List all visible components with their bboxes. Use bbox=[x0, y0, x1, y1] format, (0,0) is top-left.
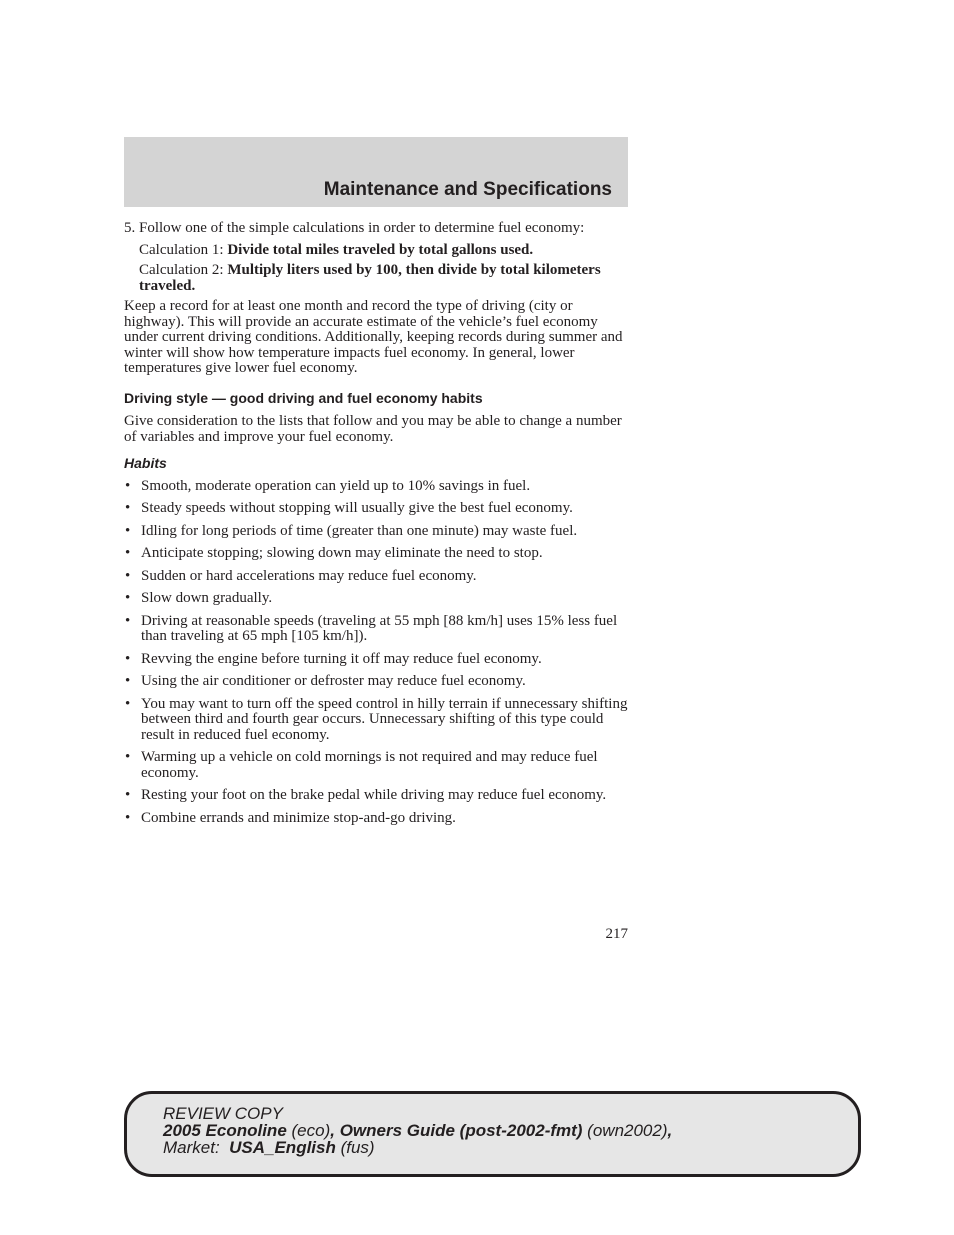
calculation-1-text: Divide total miles traveled by total gallons used. bbox=[227, 241, 534, 258]
list-item bbox=[124, 697, 628, 744]
footer-model-line bbox=[163, 1122, 672, 1139]
review-copy-footer bbox=[124, 1091, 861, 1177]
driving-style-intro: Give consideration to the lists that follow and you may be able to change a number of variables and improve your fuel economy. bbox=[124, 413, 622, 445]
bullet-glyph: • bbox=[125, 545, 131, 561]
list-item-text: Combine errands and minimize stop-and-go driving. bbox=[141, 809, 456, 826]
list-item-text: Using the air conditioner or defroster may reduce fuel economy. bbox=[141, 673, 526, 689]
list-item-text: Warming up a vehicle on cold mornings is not required and may reduce fuel economy. bbox=[141, 749, 598, 781]
list-item bbox=[124, 501, 628, 517]
list-item-text: Revving the engine before turning it off may reduce fuel economy. bbox=[141, 650, 542, 667]
footer-market-line bbox=[163, 1139, 672, 1156]
bullet-glyph: • bbox=[125, 809, 131, 826]
list-item bbox=[124, 569, 628, 585]
calculation-1-prefix: Calculation 1: bbox=[139, 241, 228, 258]
list-item-text: Anticipate stopping; slowing down may eliminate the need to stop. bbox=[141, 545, 543, 561]
footer-market-label: Market: bbox=[163, 1138, 230, 1157]
list-item bbox=[124, 674, 628, 690]
driving-style-heading: Driving style — good driving and fuel economy habits bbox=[124, 389, 483, 406]
list-item-text: Steady speeds without stopping will usually give the best fuel economy. bbox=[141, 500, 573, 516]
list-item bbox=[124, 479, 628, 495]
footer-model: 2005 Econoline bbox=[163, 1121, 287, 1140]
list-item-text: Slow down gradually. bbox=[141, 590, 273, 606]
record-paragraph: Keep a record for at least one month and record the type of driving (city or highway). This will provide an accurate estimate of the vehicle’s fuel economy under current driving conditions. Additionally, keeping records during summer and winter will show how temperature impacts fuel economy. In general, lower temperatures give lower fuel economy. bbox=[124, 298, 623, 376]
calculation-2 bbox=[124, 263, 628, 294]
list-item bbox=[124, 614, 628, 645]
calculation-2-text: Multiply liters used by 100, then divide by total kilometers traveled. bbox=[139, 262, 601, 294]
list-item bbox=[124, 524, 628, 540]
list-item-text: Resting your foot on the brake pedal while driving may reduce fuel economy. bbox=[141, 787, 607, 803]
footer-text bbox=[163, 1105, 672, 1156]
list-item-text: You may want to turn off the speed control in hilly terrain if unnecessary shifting between third and fourth gear occurs. Unnecessary shifting of this type could result in reduced fuel economy. bbox=[141, 695, 628, 743]
bullet-glyph: • bbox=[125, 673, 131, 689]
bullet-glyph: • bbox=[125, 650, 131, 667]
list-item-text: Idling for long periods of time (greater than one minute) may waste fuel. bbox=[141, 522, 578, 539]
calculation-1 bbox=[124, 243, 628, 259]
list-item bbox=[124, 788, 628, 804]
calculation-2-prefix: Calculation 2: bbox=[139, 262, 228, 278]
page-content bbox=[124, 221, 628, 833]
section-header-band bbox=[124, 137, 628, 207]
list-item bbox=[124, 750, 628, 781]
list-item bbox=[124, 652, 628, 668]
list-item-text: Driving at reasonable speeds (traveling at 55 mph [88 km/h] uses 15% less fuel than traveling at 65 mph [105 km/h]). bbox=[141, 612, 618, 644]
bullet-glyph: • bbox=[125, 590, 131, 606]
bullet-glyph: • bbox=[125, 522, 131, 539]
habits-list bbox=[124, 479, 628, 827]
bullet-glyph: • bbox=[125, 749, 131, 765]
list-item-text: Sudden or hard accelerations may reduce fuel economy. bbox=[141, 567, 477, 584]
footer-trailing-comma: , bbox=[667, 1121, 673, 1140]
bullet-glyph: • bbox=[125, 500, 131, 516]
habits-heading: Habits bbox=[124, 455, 167, 471]
list-item bbox=[124, 591, 628, 607]
step-5-text: 5. Follow one of the simple calculations in order to determine fuel economy: bbox=[124, 220, 585, 236]
bullet-glyph: • bbox=[125, 567, 131, 584]
list-item bbox=[124, 546, 628, 562]
list-item bbox=[124, 811, 628, 827]
bullet-glyph: • bbox=[125, 612, 131, 629]
footer-guide: , Owners Guide (post-2002-fmt) bbox=[330, 1121, 583, 1140]
footer-guide-code: (own2002) bbox=[582, 1121, 668, 1140]
footer-market: USA_English bbox=[229, 1138, 336, 1157]
list-item-text: Smooth, moderate operation can yield up to 10% savings in fuel. bbox=[141, 477, 531, 494]
bullet-glyph: • bbox=[125, 787, 131, 803]
bullet-glyph: • bbox=[125, 695, 131, 712]
page-number: 217 bbox=[605, 926, 628, 942]
review-copy-label: REVIEW COPY bbox=[163, 1104, 283, 1123]
section-title: Maintenance and Specifications bbox=[323, 179, 612, 200]
bullet-glyph: • bbox=[125, 477, 131, 494]
footer-model-code: (eco) bbox=[286, 1121, 331, 1140]
footer-market-code: (fus) bbox=[335, 1138, 375, 1157]
